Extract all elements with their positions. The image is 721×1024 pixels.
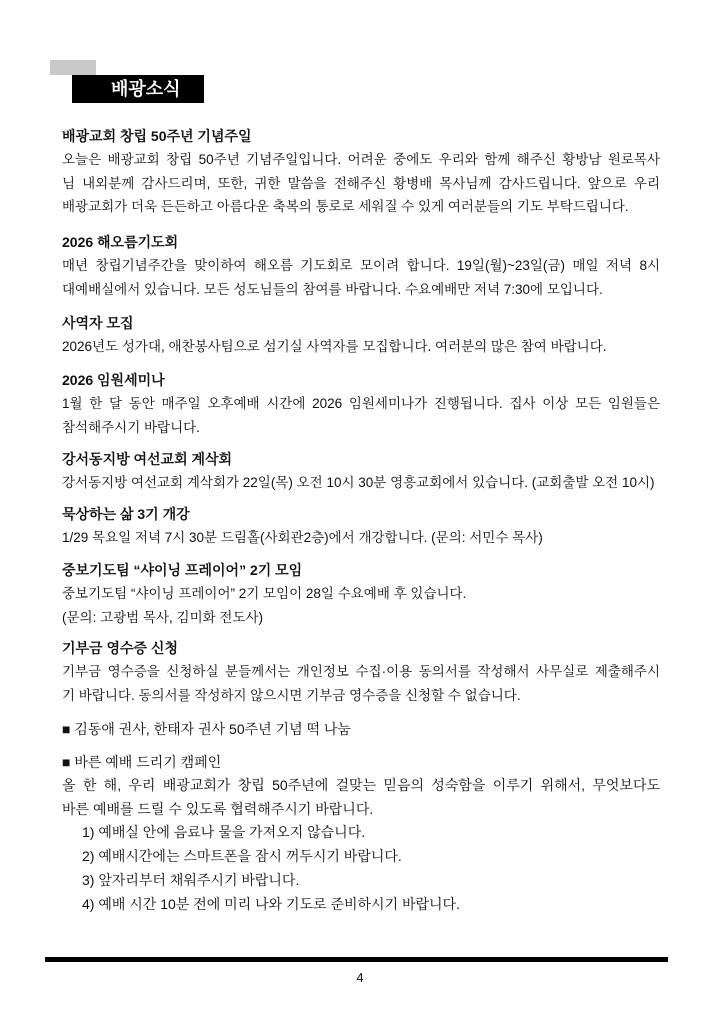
campaign-rule-item: 2) 예배시간에는 스마트폰을 잠시 꺼두시기 바랍니다. <box>82 848 402 865</box>
campaign-rule-item: 4) 예배 시간 10분 전에 미리 나와 기도로 준비하시기 바랍니다. <box>82 895 460 912</box>
notice-heading: 강서동지방 여선교회 계삭회 <box>62 451 233 467</box>
notice-body-line: 오늘은 배광교회 창립 50주년 기념주일입니다. 어려운 중에도 우리와 함께 해주신 황방남 원로목사 <box>62 152 660 167</box>
notice-body-line: (문의: 고광범 목사, 김미화 전도사) <box>62 609 264 625</box>
notice-body-line: 배광교회가 더욱 든든하고 아름다운 축복의 통로로 세워질 수 있게 여러분들의 기도 부탁드립니다. <box>62 199 629 215</box>
notice-worship-campaign <box>62 750 660 916</box>
notice-body-line: 올 한 해, 우리 배광교회가 창립 50주년에 걸맞는 믿음의 성숙함을 이루기 위해서, 무엇보다도 <box>62 777 660 793</box>
notice-donation-receipt <box>62 636 660 707</box>
notice-body-line: 기 바랍니다. 동의서를 작성하지 않으시면 기부금 영수증을 신청할 수 없습니다. <box>62 687 521 703</box>
notice-officer-seminar <box>62 368 660 439</box>
page-number: 4 <box>356 970 364 985</box>
section-title-box <box>72 75 204 103</box>
notice-heading: 중보기도팀 “샤이닝 프레이어” 2기 모임 <box>62 562 303 578</box>
notice-intercessory-prayer-team <box>62 558 660 629</box>
notice-volunteer-recruitment <box>62 311 660 359</box>
campaign-rule-item: 1) 예배실 안에 음료나 물을 가져오지 않습니다. <box>82 824 366 841</box>
campaign-rule-item: 3) 앞자리부터 채워주시기 바랍니다. <box>82 871 300 888</box>
notice-body-line: 1/29 목요일 저녁 7시 30분 드림홀(사회관2층)에서 개강합니다. (문의: 서민수 목사) <box>62 530 543 545</box>
notice-heading: 2026 임원세미나 <box>62 372 165 388</box>
notice-body-line: 2026년도 성가대, 애찬봉사팀으로 섬기실 사역자를 모집합니다. 여러분의 많은 참여 바랍니다. <box>62 339 607 354</box>
notice-heading: 배광교회 창립 50주년 기념주일 <box>62 128 252 144</box>
section-title: 배광소식 <box>111 79 181 99</box>
notice-body-line: 참석해주시기 바랍니다. <box>62 419 200 435</box>
notice-body-line: 1월 한 달 동안 매주일 오후예배 시간에 2026 임원세미나가 진행됩니다. 집사 이상 모든 임원들은 <box>62 396 660 411</box>
notice-sunrise-prayer-meeting <box>62 230 660 301</box>
notice-body-line: 매년 창립기념주간을 맞이하여 해오름 기도회로 모이려 합니다. 19일(월)~23일(금) 매일 저녁 8시 <box>62 258 660 273</box>
notice-body-line: 강서동지방 여선교회 계삭회가 22일(목) 오전 10시 30분 영흥교회에서 있습니다. (교회출발 오전 10시) <box>62 475 655 490</box>
notice-district-womens-meeting <box>62 447 660 495</box>
notice-bullet-heading: ■ 바른 예배 드리기 캠페인 <box>62 754 222 770</box>
notice-rice-cake-sharing <box>62 717 660 741</box>
notice-heading: 2026 해오름기도회 <box>62 234 179 250</box>
notice-body-line: 대예배실에서 있습니다. 모든 성도님들의 참여를 바랍니다. 수요예배만 저녁 7:30에 모입니다. <box>62 281 603 297</box>
notice-bullet-heading: ■ 김동애 권사, 한태자 권사 50주년 기념 떡 나눔 <box>62 721 351 737</box>
notice-anniversary-sunday <box>62 124 660 219</box>
notice-body-line: 바른 예배를 드릴 수 있도록 협력해주시기 바랍니다. <box>62 800 374 817</box>
notice-body-line: 기부금 영수증을 신청하실 분들께서는 개인정보 수집·이용 동의서를 작성해서 사무실로 제출해주시 <box>62 664 660 679</box>
notice-heading: 사역자 모집 <box>62 315 134 331</box>
notice-body-line: 님 내외분께 감사드리며, 또한, 귀한 말씀을 전해주신 황병배 목사님께 감사드립니다. 앞으로 우리 <box>62 175 660 191</box>
notice-heading: 묵상하는 삶 3기 개강 <box>62 506 190 522</box>
notice-meditative-life-class <box>62 502 660 550</box>
header-tab-decoration <box>50 60 96 75</box>
footer-rule <box>45 957 668 962</box>
notice-body-line: 중보기도팀 “샤이닝 프레이어” 2기 모임이 28일 수요예배 후 있습니다. <box>62 586 467 601</box>
notice-heading: 기부금 영수증 신청 <box>62 640 178 656</box>
